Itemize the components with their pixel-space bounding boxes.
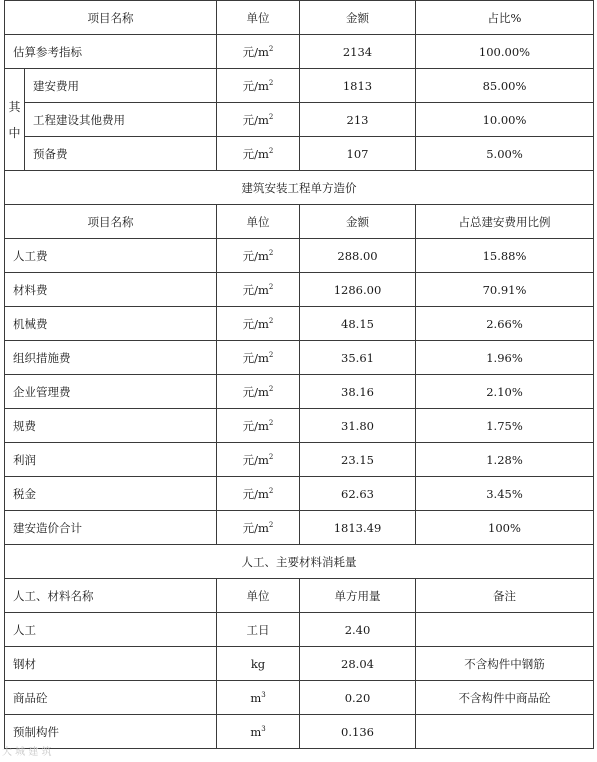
row-note: [416, 715, 594, 749]
row-amount: 28.04: [300, 647, 416, 681]
row-name: 机械费: [5, 307, 217, 341]
row-unit: 工日: [217, 613, 300, 647]
table-row: [5, 477, 594, 511]
row-unit: $m^3$: [217, 715, 300, 749]
row-amount: 2.40: [300, 613, 416, 647]
row-ratio: 2.66%: [416, 307, 594, 341]
table-row: [5, 375, 594, 409]
header-cell-unit: 单位: [217, 1, 300, 35]
section1-header-row: [5, 1, 594, 35]
header-cell-ratio: 占总建安费用比例: [416, 205, 594, 239]
header-cell-name: 人工、材料名称: [5, 579, 217, 613]
row-name: 工程建设其他费用: [25, 103, 217, 137]
section2-header-row: [5, 205, 594, 239]
row-name: 人工费: [5, 239, 217, 273]
row-ratio: 10.00%: [416, 103, 594, 137]
row-unit: 元$/m^2$: [217, 443, 300, 477]
row-name: 材料费: [5, 273, 217, 307]
row-ratio: 3.45%: [416, 477, 594, 511]
section2-title: 建筑安装工程单方造价: [5, 171, 594, 205]
row-amount: 48.15: [300, 307, 416, 341]
row-amount: 1813: [300, 69, 416, 103]
row-note: [416, 613, 594, 647]
row-name: 商品砼: [5, 681, 217, 715]
row-amount: 213: [300, 103, 416, 137]
row-unit: 元$/m^2$: [217, 409, 300, 443]
row-name: 预制构件: [5, 715, 217, 749]
row-amount: 2134: [300, 35, 416, 69]
header-cell-unit: 单位: [217, 579, 300, 613]
header-cell-amount: 金额: [300, 1, 416, 35]
row-ratio: 100%: [416, 511, 594, 545]
row-name: 预备费: [25, 137, 217, 171]
row-unit: 元$/m^2$: [217, 341, 300, 375]
row-ratio: 5.00%: [416, 137, 594, 171]
header-cell-name: 项目名称: [5, 1, 217, 35]
table-row: [5, 307, 594, 341]
table-row: [5, 35, 594, 69]
table-row: [5, 409, 594, 443]
table-row: [5, 69, 594, 103]
table-row: [5, 443, 594, 477]
table-row: [5, 239, 594, 273]
row-name: 企业管理费: [5, 375, 217, 409]
table-row: [5, 681, 594, 715]
row-amount: 62.63: [300, 477, 416, 511]
row-ratio: 15.88%: [416, 239, 594, 273]
row-name: 人工: [5, 613, 217, 647]
table-row: [5, 715, 594, 749]
row-name: 钢材: [5, 647, 217, 681]
row-unit: kg: [217, 647, 300, 681]
row-ratio: 85.00%: [416, 69, 594, 103]
row-amount: 23.15: [300, 443, 416, 477]
header-cell-unit: 单位: [217, 205, 300, 239]
row-unit: 元$/m^2$: [217, 477, 300, 511]
row-amount: 1286.00: [300, 273, 416, 307]
row-unit: 元$/m^2$: [217, 239, 300, 273]
row-note: 不含构件中钢筋: [416, 647, 594, 681]
section3-header-row: [5, 579, 594, 613]
row-unit: 元$/m^2$: [217, 511, 300, 545]
row-unit: 元$/m^2$: [217, 137, 300, 171]
row-ratio: 1.96%: [416, 341, 594, 375]
row-unit: 元$/m^2$: [217, 375, 300, 409]
row-amount: 0.20: [300, 681, 416, 715]
row-unit: 元$/m^2$: [217, 35, 300, 69]
row-amount: 38.16: [300, 375, 416, 409]
row-note: 不含构件中商品砼: [416, 681, 594, 715]
header-cell-ratio: 占比%: [416, 1, 594, 35]
row-ratio: 100.00%: [416, 35, 594, 69]
row-ratio: 1.28%: [416, 443, 594, 477]
row-unit: 元$/m^2$: [217, 69, 300, 103]
header-cell-note: 备注: [416, 579, 594, 613]
table-row: [5, 647, 594, 681]
row-unit: 元$/m^2$: [217, 103, 300, 137]
section3-title-row: [5, 545, 594, 579]
table-row: [5, 273, 594, 307]
table-row: [5, 137, 594, 171]
row-unit: 元$/m^2$: [217, 307, 300, 341]
row-name: 利润: [5, 443, 217, 477]
table-row: [5, 341, 594, 375]
table-row: [5, 103, 594, 137]
section2-title-row: [5, 171, 594, 205]
table-row: [5, 511, 594, 545]
row-name: 建安造价合计: [5, 511, 217, 545]
row-name: 估算参考指标: [5, 35, 217, 69]
cost-table: [4, 0, 594, 749]
header-cell-amount: 单方用量: [300, 579, 416, 613]
row-amount: 1813.49: [300, 511, 416, 545]
row-name: 规费: [5, 409, 217, 443]
group-label-qizhong: 其 中: [5, 69, 25, 171]
row-name: 税金: [5, 477, 217, 511]
row-name: 建安费用: [25, 69, 217, 103]
row-amount: 0.136: [300, 715, 416, 749]
cost-estimate-sheet: [4, 0, 593, 749]
watermark-logo: 大 城 建 筑: [2, 747, 52, 758]
row-ratio: 70.91%: [416, 273, 594, 307]
row-unit: 元$/m^2$: [217, 273, 300, 307]
header-cell-amount: 金额: [300, 205, 416, 239]
row-name: 组织措施费: [5, 341, 217, 375]
row-amount: 288.00: [300, 239, 416, 273]
table-row: [5, 613, 594, 647]
row-ratio: 1.75%: [416, 409, 594, 443]
header-cell-name: 项目名称: [5, 205, 217, 239]
row-unit: $m^3$: [217, 681, 300, 715]
row-amount: 31.80: [300, 409, 416, 443]
row-amount: 35.61: [300, 341, 416, 375]
row-ratio: 2.10%: [416, 375, 594, 409]
row-amount: 107: [300, 137, 416, 171]
section3-title: 人工、主要材料消耗量: [5, 545, 594, 579]
